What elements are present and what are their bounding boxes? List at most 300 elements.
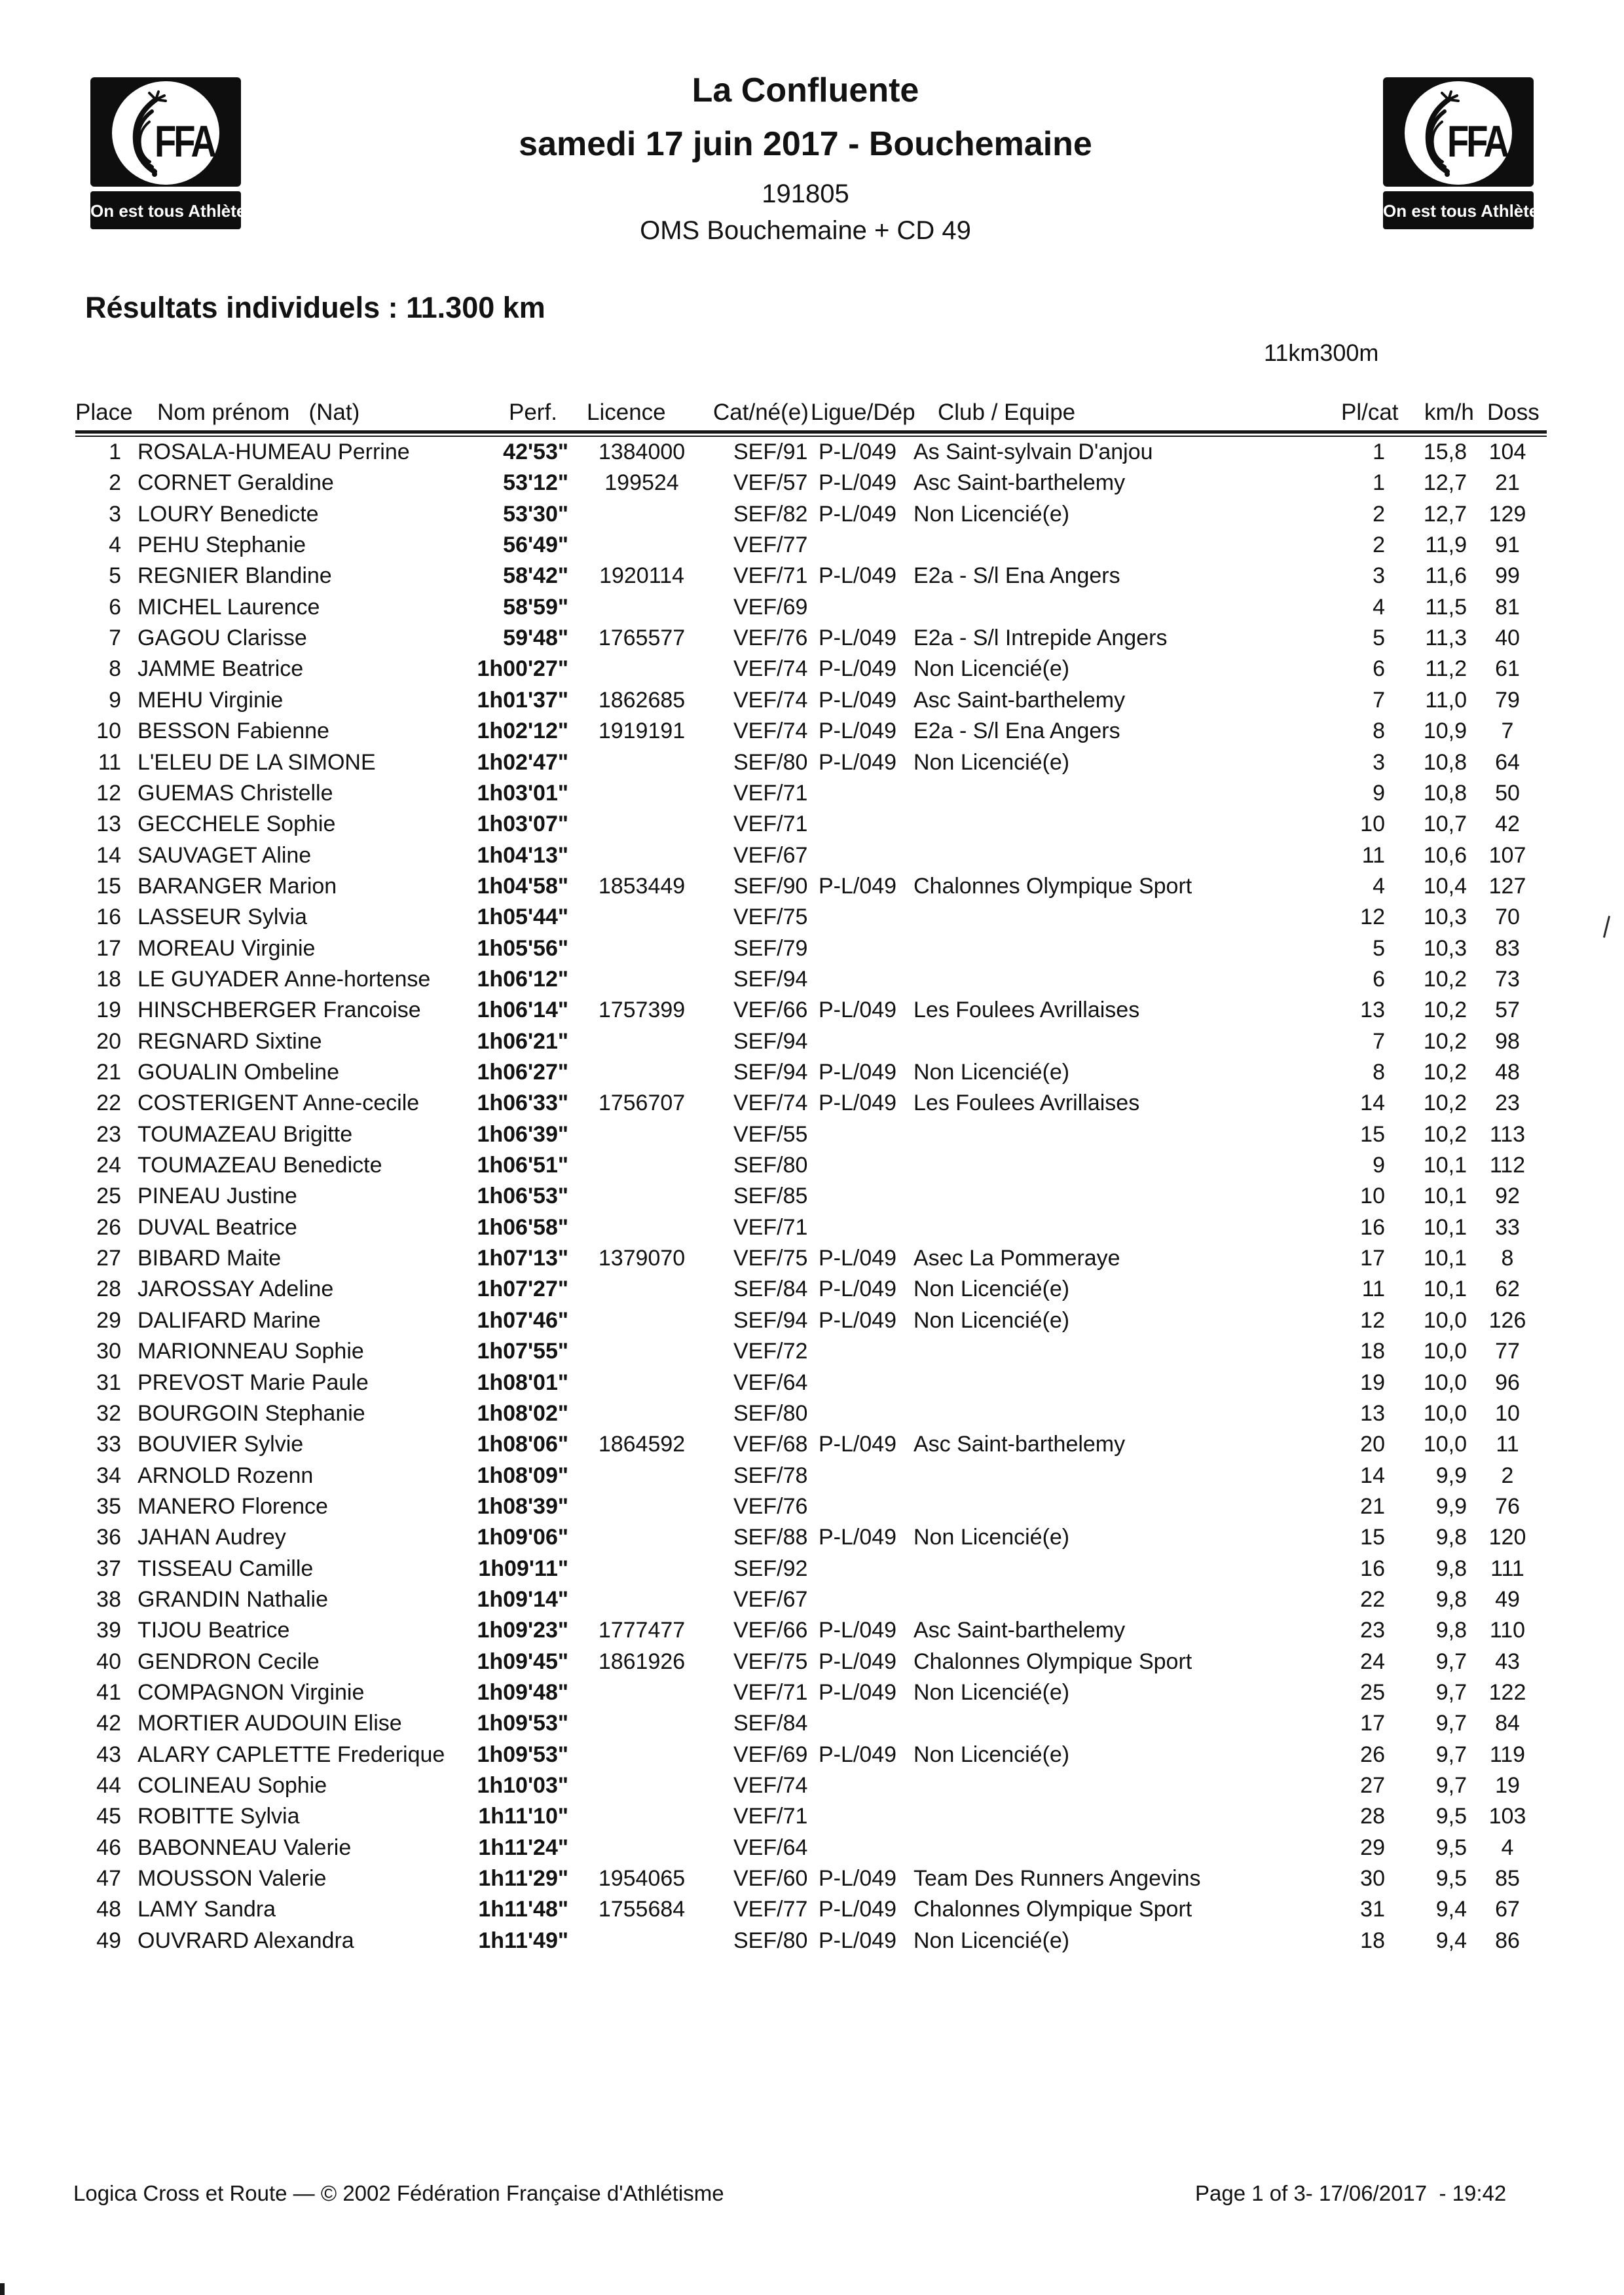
ligue-cell: P-L/049 [819, 1091, 897, 1116]
ligue-cell [819, 1584, 917, 1615]
name-cell: GUEMAS Christelle [138, 780, 333, 806]
name-cell: ALARY CAPLETTE Frederique [138, 1742, 445, 1767]
club-cell: Non Licencié(e) [913, 1060, 1070, 1085]
perf-cell: 1h07'13" [477, 1246, 568, 1271]
name-cell: TOUMAZEAU Benedicte [138, 1153, 382, 1178]
plcat-cell: 27 [1360, 1773, 1385, 1799]
ligue-cell [819, 1212, 917, 1243]
name-cell: HINSCHBERGER Francoise [138, 998, 421, 1023]
result-row [0, 1149, 1624, 1181]
licence-cell [593, 1305, 691, 1336]
place-cell: 49 [96, 1928, 121, 1953]
name-cell: BESSON Fabienne [138, 718, 329, 744]
place-cell: 6 [109, 594, 121, 620]
place-cell: 48 [96, 1897, 121, 1922]
perf-cell: 59'48" [503, 625, 568, 651]
result-row [0, 1305, 1624, 1336]
name-cell: MANERO Florence [138, 1493, 328, 1519]
cat-cell: SEF/79 [733, 935, 808, 961]
result-row [0, 1367, 1624, 1398]
licence-cell [593, 1180, 691, 1212]
cat-cell: SEF/94 [733, 1028, 808, 1054]
plcat-cell: 7 [1373, 687, 1385, 713]
plcat-cell: 16 [1360, 1556, 1385, 1581]
perf-cell: 1h06'33" [477, 1091, 568, 1116]
club-cell [913, 840, 1320, 871]
kmh-cell: 10,1 [1423, 1246, 1467, 1271]
cat-cell: VEF/55 [733, 1121, 808, 1147]
kmh-cell: 9,4 [1435, 1897, 1467, 1922]
perf-cell: 1h09'11" [478, 1556, 568, 1581]
place-cell: 9 [109, 687, 121, 713]
place-cell: 42 [96, 1711, 121, 1736]
perf-cell: 58'59" [503, 594, 568, 620]
doss-cell: 91 [1495, 532, 1520, 558]
club-cell [913, 1212, 1320, 1243]
ligue-cell [819, 1398, 917, 1429]
result-row [0, 1119, 1624, 1150]
result-row [0, 1491, 1624, 1522]
result-row [0, 777, 1624, 809]
kmh-cell: 10,2 [1423, 1121, 1467, 1147]
doss-cell: 8 [1501, 1246, 1514, 1271]
doss-cell: 62 [1495, 1277, 1520, 1302]
cat-cell: SEF/94 [733, 1307, 808, 1333]
place-cell: 30 [96, 1339, 121, 1364]
licence-cell [593, 963, 691, 995]
club-cell [913, 1367, 1320, 1398]
name-cell: JAMME Beatrice [138, 656, 304, 682]
perf-cell: 1h03'07" [477, 812, 568, 837]
doss-cell: 67 [1495, 1897, 1520, 1922]
club-cell [913, 1584, 1320, 1615]
licence-cell [593, 1273, 691, 1305]
doss-cell: 96 [1495, 1370, 1520, 1395]
cat-cell: SEF/94 [733, 966, 808, 992]
kmh-cell: 10,2 [1423, 998, 1467, 1023]
doss-cell: 73 [1495, 966, 1520, 992]
result-row [0, 591, 1624, 623]
plcat-cell: 1 [1373, 470, 1385, 496]
licence-cell: 1384000 [598, 439, 686, 464]
licence-cell [593, 747, 691, 778]
doss-cell: 84 [1495, 1711, 1520, 1736]
licence-cell [593, 498, 691, 530]
name-cell: ARNOLD Rozenn [138, 1463, 314, 1488]
perf-cell: 1h08'02" [477, 1400, 568, 1426]
cat-cell: VEF/76 [733, 1493, 808, 1519]
perf-cell: 1h06'21" [477, 1028, 568, 1054]
ligue-cell: P-L/049 [819, 563, 897, 589]
name-cell: ROBITTE Sylvia [138, 1804, 300, 1829]
place-cell: 37 [96, 1556, 121, 1581]
ligue-cell: P-L/049 [819, 656, 897, 682]
name-cell: GECCHELE Sophie [138, 812, 336, 837]
cat-cell: VEF/60 [733, 1866, 808, 1892]
plcat-cell: 17 [1360, 1711, 1385, 1736]
ligue-cell: P-L/049 [819, 1060, 897, 1085]
place-cell: 25 [96, 1184, 121, 1209]
plcat-cell: 9 [1373, 1153, 1385, 1178]
section-title: Résultats individuels : 11.300 km [85, 291, 545, 324]
event-title: La Confluente [692, 71, 919, 109]
perf-cell: 1h06'14" [477, 998, 568, 1023]
place-cell: 45 [96, 1804, 121, 1829]
cat-cell: VEF/76 [733, 625, 808, 651]
col-header-club: Club / Equipe [938, 400, 1076, 425]
doss-cell: 2 [1501, 1463, 1514, 1488]
ligue-cell [819, 591, 917, 623]
kmh-cell: 9,7 [1435, 1773, 1467, 1799]
ligue-cell: P-L/049 [819, 1307, 897, 1333]
doss-cell: 98 [1495, 1028, 1520, 1054]
kmh-cell: 10,8 [1423, 780, 1467, 806]
result-row [0, 808, 1624, 840]
licence-cell: 1765577 [598, 625, 686, 651]
ligue-cell: P-L/049 [819, 873, 897, 899]
ligue-cell [819, 1460, 917, 1491]
ligue-cell [819, 808, 917, 840]
doss-cell: 113 [1489, 1121, 1526, 1147]
place-cell: 16 [96, 905, 121, 930]
plcat-cell: 3 [1373, 563, 1385, 589]
doss-cell: 103 [1488, 1804, 1526, 1829]
perf-cell: 1h05'56" [477, 935, 568, 961]
club-cell [913, 1491, 1320, 1522]
licence-cell [593, 1398, 691, 1429]
name-cell: REGNIER Blandine [138, 563, 332, 589]
cat-cell: VEF/74 [733, 1091, 808, 1116]
doss-cell: 4 [1501, 1835, 1514, 1860]
col-header-ligue: Ligue/Dép [811, 400, 915, 425]
kmh-cell: 10,0 [1423, 1307, 1467, 1333]
name-cell: OUVRARD Alexandra [138, 1928, 354, 1953]
result-row [0, 1832, 1624, 1863]
club-cell [913, 1770, 1320, 1801]
plcat-cell: 30 [1360, 1866, 1385, 1892]
licence-cell [593, 933, 691, 964]
kmh-cell: 9,8 [1435, 1525, 1467, 1550]
cat-cell: VEF/57 [733, 470, 808, 496]
doss-cell: 119 [1489, 1742, 1526, 1767]
cat-cell: VEF/71 [733, 1804, 808, 1829]
plcat-cell: 5 [1373, 625, 1385, 651]
plcat-cell: 5 [1373, 935, 1385, 961]
place-cell: 35 [96, 1493, 121, 1519]
ligue-cell [819, 1832, 917, 1863]
perf-cell: 1h01'37" [477, 687, 568, 713]
perf-cell: 1h09'06" [477, 1525, 568, 1550]
plcat-cell: 2 [1373, 501, 1385, 527]
club-cell: Non Licencié(e) [913, 501, 1070, 527]
place-cell: 10 [96, 718, 121, 744]
perf-cell: 1h05'44" [477, 905, 568, 930]
kmh-cell: 12,7 [1423, 501, 1467, 527]
col-header-doss: Doss [1487, 400, 1540, 425]
name-cell: PINEAU Justine [138, 1184, 297, 1209]
name-cell: LE GUYADER Anne-hortense [138, 966, 431, 992]
result-row [0, 1335, 1624, 1367]
result-row [0, 1925, 1624, 1956]
kmh-cell: 11,0 [1425, 687, 1467, 713]
cat-cell: VEF/68 [733, 1432, 808, 1457]
perf-cell: 1h09'45" [477, 1649, 568, 1674]
cat-cell: SEF/80 [733, 1400, 808, 1426]
cat-cell: SEF/84 [733, 1277, 808, 1302]
licence-cell [593, 1367, 691, 1398]
ffa-tagline-text: On est tous Athlètes [90, 201, 255, 221]
place-cell: 15 [96, 873, 121, 899]
cat-cell: VEF/66 [733, 1618, 808, 1643]
kmh-cell: 11,9 [1425, 532, 1467, 558]
name-cell: DALIFARD Marine [138, 1307, 321, 1333]
name-cell: GOUALIN Ombeline [138, 1060, 339, 1085]
club-cell [913, 1801, 1320, 1832]
plcat-cell: 10 [1360, 812, 1385, 837]
perf-cell: 1h09'14" [477, 1586, 568, 1612]
ligue-cell [819, 1149, 917, 1181]
licence-cell: 1755684 [598, 1897, 686, 1922]
doss-cell: 61 [1495, 656, 1520, 682]
col-header-plcat: Pl/cat [1341, 400, 1399, 425]
cat-cell: VEF/72 [733, 1339, 808, 1364]
plcat-cell: 3 [1373, 749, 1385, 775]
name-cell: GRANDIN Nathalie [138, 1586, 328, 1612]
plcat-cell: 13 [1360, 1400, 1385, 1426]
place-cell: 41 [96, 1680, 121, 1705]
cat-cell: SEF/85 [733, 1184, 808, 1209]
club-cell: As Saint-sylvain D'anjou [913, 439, 1153, 464]
result-row [0, 1398, 1624, 1429]
kmh-cell: 15,8 [1423, 439, 1467, 464]
place-cell: 23 [96, 1121, 121, 1147]
plcat-cell: 25 [1360, 1680, 1385, 1705]
cat-cell: VEF/74 [733, 718, 808, 744]
kmh-cell: 10,0 [1423, 1432, 1467, 1457]
name-cell: BOURGOIN Stephanie [138, 1400, 365, 1426]
result-row [0, 1677, 1624, 1708]
licence-cell [593, 1584, 691, 1615]
kmh-cell: 10,9 [1423, 718, 1467, 744]
ligue-cell: P-L/049 [819, 998, 897, 1023]
place-cell: 40 [96, 1649, 121, 1674]
club-cell [913, 529, 1320, 561]
name-cell: TIJOU Beatrice [138, 1618, 290, 1643]
ligue-cell: P-L/049 [819, 1649, 897, 1674]
name-cell: DUVAL Beatrice [138, 1214, 297, 1240]
plcat-cell: 6 [1373, 966, 1385, 992]
perf-cell: 1h08'06" [477, 1432, 568, 1457]
cat-cell: VEF/74 [733, 687, 808, 713]
ligue-cell: P-L/049 [819, 625, 897, 651]
result-row [0, 963, 1624, 995]
place-cell: 4 [109, 532, 121, 558]
place-cell: 31 [96, 1370, 121, 1395]
licence-cell [593, 1770, 691, 1801]
result-row [0, 840, 1624, 871]
ligue-cell [819, 963, 917, 995]
place-cell: 21 [96, 1060, 121, 1085]
club-cell: Non Licencié(e) [913, 1277, 1070, 1302]
kmh-cell: 9,9 [1435, 1463, 1467, 1488]
perf-cell: 1h04'13" [477, 842, 568, 868]
licence-cell [593, 1460, 691, 1491]
col-header-licence: Licence [587, 400, 666, 425]
licence-cell [593, 1212, 691, 1243]
ligue-cell [819, 1119, 917, 1150]
club-cell: Les Foulees Avrillaises [913, 998, 1140, 1023]
doss-cell: 92 [1495, 1184, 1520, 1209]
kmh-cell: 9,5 [1435, 1835, 1467, 1860]
plcat-cell: 12 [1360, 905, 1385, 930]
name-cell: COMPAGNON Virginie [138, 1680, 365, 1705]
perf-cell: 1h09'53" [477, 1711, 568, 1736]
place-cell: 20 [96, 1028, 121, 1054]
perf-cell: 1h03'01" [477, 780, 568, 806]
licence-cell: 1861926 [598, 1649, 686, 1674]
ligue-cell [819, 1335, 917, 1367]
doss-cell: 99 [1495, 563, 1520, 589]
result-row [0, 1087, 1624, 1119]
name-cell: COLINEAU Sophie [138, 1773, 327, 1799]
ligue-cell [819, 1770, 917, 1801]
kmh-cell: 9,8 [1435, 1618, 1467, 1643]
result-row [0, 1863, 1624, 1894]
doss-cell: 104 [1488, 439, 1526, 464]
plcat-cell: 23 [1360, 1618, 1385, 1643]
licence-cell: 1757399 [598, 998, 686, 1023]
table-header-row [0, 398, 1624, 427]
doss-cell: 120 [1488, 1525, 1526, 1550]
perf-cell: 53'12" [503, 470, 568, 496]
licence-cell [593, 1553, 691, 1584]
result-row [0, 870, 1624, 902]
kmh-cell: 9,4 [1435, 1928, 1467, 1953]
kmh-cell: 10,1 [1423, 1277, 1467, 1302]
doss-cell: 33 [1495, 1214, 1520, 1240]
plcat-cell: 26 [1360, 1742, 1385, 1767]
club-cell [913, 933, 1320, 964]
ligue-cell [819, 901, 917, 933]
name-cell: GAGOU Clarisse [138, 625, 307, 651]
perf-cell: 1h06'51" [477, 1153, 568, 1178]
result-row [0, 1212, 1624, 1243]
result-row [0, 684, 1624, 716]
kmh-cell: 9,8 [1435, 1586, 1467, 1612]
club-cell [913, 1460, 1320, 1491]
cat-cell: VEF/75 [733, 1649, 808, 1674]
ligue-cell [819, 777, 917, 809]
cat-cell: SEF/84 [733, 1711, 808, 1736]
name-cell: COSTERIGENT Anne-cecile [138, 1091, 420, 1116]
name-cell: SAUVAGET Aline [138, 842, 312, 868]
kmh-cell: 10,2 [1423, 966, 1467, 992]
name-cell: L'ELEU DE LA SIMONE [138, 749, 376, 775]
place-cell: 47 [96, 1866, 121, 1892]
kmh-cell: 10,1 [1423, 1153, 1467, 1178]
licence-cell [593, 1119, 691, 1150]
licence-cell: 199524 [604, 470, 679, 496]
club-cell [913, 808, 1320, 840]
cat-cell: SEF/92 [733, 1556, 808, 1581]
kmh-cell: 9,5 [1435, 1866, 1467, 1892]
perf-cell: 1h06'12" [477, 966, 568, 992]
name-cell: MOUSSON Valerie [138, 1866, 327, 1892]
club-cell: Non Licencié(e) [913, 1307, 1070, 1333]
name-cell: GENDRON Cecile [138, 1649, 320, 1674]
name-cell: MOREAU Virginie [138, 935, 316, 961]
licence-cell [593, 1801, 691, 1832]
doss-cell: 57 [1495, 998, 1520, 1023]
plcat-cell: 16 [1360, 1214, 1385, 1240]
perf-cell: 56'49" [503, 532, 568, 558]
result-row [0, 529, 1624, 561]
name-cell: MARIONNEAU Sophie [138, 1339, 364, 1364]
perf-cell: 1h08'39" [477, 1493, 568, 1519]
name-cell: ROSALA-HUMEAU Perrine [138, 439, 410, 464]
kmh-cell: 12,7 [1423, 470, 1467, 496]
kmh-cell: 9,9 [1435, 1493, 1467, 1519]
place-cell: 22 [96, 1091, 121, 1116]
result-row [0, 1646, 1624, 1677]
licence-cell [593, 808, 691, 840]
kmh-cell: 9,7 [1435, 1680, 1467, 1705]
perf-cell: 1h11'29" [478, 1866, 568, 1892]
plcat-cell: 9 [1373, 780, 1385, 806]
result-row [0, 1770, 1624, 1801]
place-cell: 5 [109, 563, 121, 589]
licence-cell: 1919191 [598, 718, 686, 744]
perf-cell: 1h06'39" [477, 1121, 568, 1147]
name-cell: PREVOST Marie Paule [138, 1370, 369, 1395]
ffa-acronym: FFA [1447, 117, 1507, 166]
cat-cell: VEF/74 [733, 656, 808, 682]
kmh-cell: 11,6 [1425, 563, 1467, 589]
place-cell: 36 [96, 1525, 121, 1550]
club-cell [913, 1553, 1320, 1584]
perf-cell: 1h08'09" [477, 1463, 568, 1488]
club-cell [913, 1707, 1320, 1739]
licence-cell [593, 1925, 691, 1956]
doss-cell: 7 [1501, 718, 1514, 744]
place-cell: 46 [96, 1835, 121, 1860]
perf-cell: 1h02'47" [477, 749, 568, 775]
result-row [0, 467, 1624, 498]
ligue-cell [819, 1367, 917, 1398]
ligue-cell [819, 1180, 917, 1212]
cat-cell: SEF/88 [733, 1525, 808, 1550]
club-cell: Asec La Pommeraye [913, 1246, 1120, 1271]
perf-cell: 1h09'23" [477, 1618, 568, 1643]
doss-cell: 110 [1489, 1618, 1526, 1643]
name-cell: BARANGER Marion [138, 873, 337, 899]
place-cell: 7 [109, 625, 121, 651]
result-row [0, 1584, 1624, 1615]
name-cell: PEHU Stephanie [138, 532, 306, 558]
place-cell: 18 [96, 966, 121, 992]
licence-cell [593, 1149, 691, 1181]
club-cell [913, 963, 1320, 995]
place-cell: 43 [96, 1742, 121, 1767]
ligue-cell [819, 1553, 917, 1584]
cat-cell: SEF/90 [733, 873, 808, 899]
kmh-cell: 10,7 [1423, 812, 1467, 837]
ligue-cell [819, 529, 917, 561]
cat-cell: VEF/66 [733, 998, 808, 1023]
kmh-cell: 9,7 [1435, 1649, 1467, 1674]
perf-cell: 1h08'01" [477, 1370, 568, 1395]
place-cell: 33 [96, 1432, 121, 1457]
